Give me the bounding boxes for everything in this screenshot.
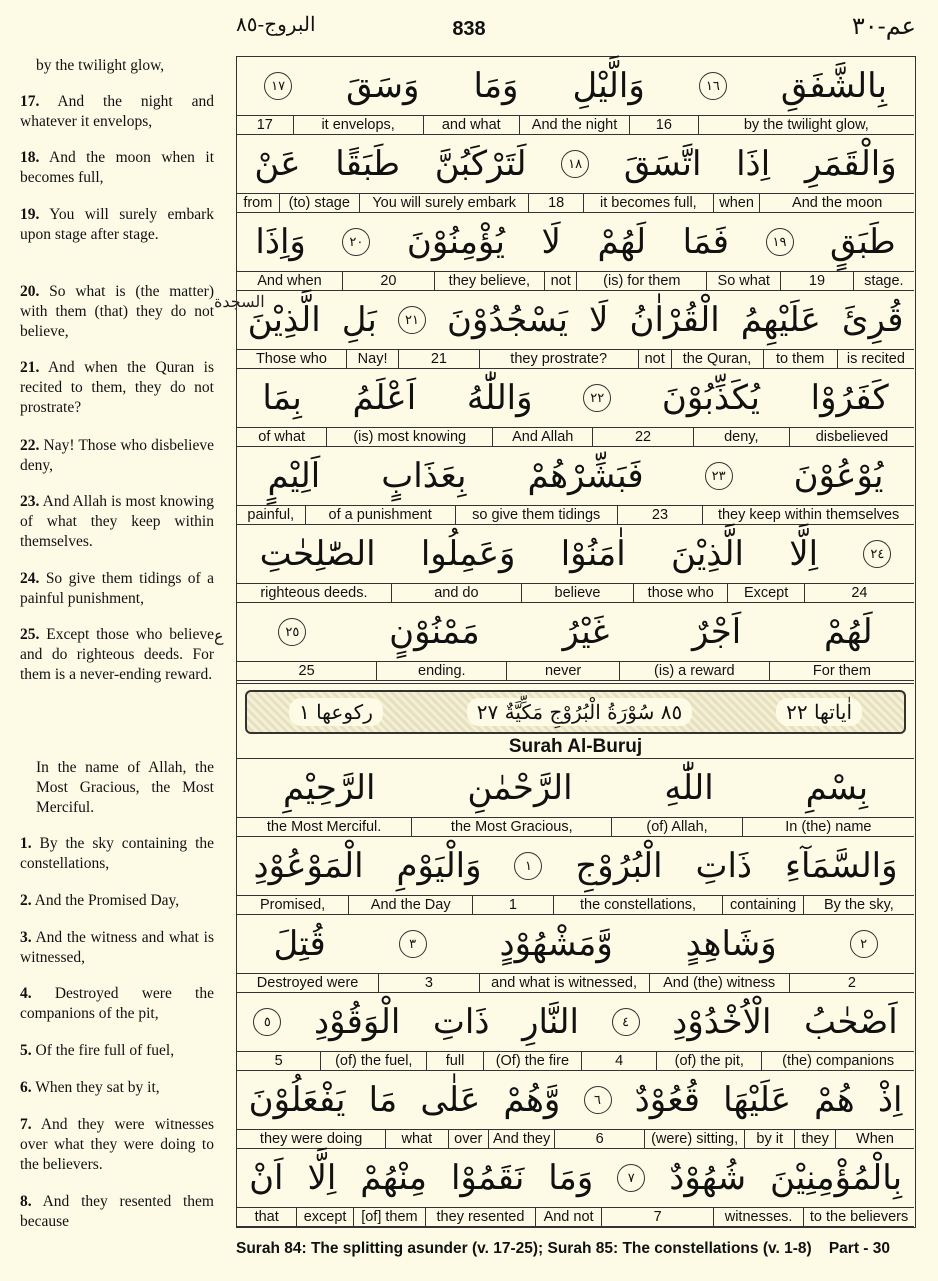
meaning-cell: and what is witnessed, [479, 974, 649, 992]
verse-marker: ٣ [399, 930, 427, 958]
meaning-row [237, 661, 914, 681]
meaning-cell: Except [727, 584, 803, 602]
arabic-word: اِذَا [736, 144, 771, 184]
banner-verse-count: اٰياتها ٢٢ [776, 698, 862, 726]
page-number: 838 [452, 18, 486, 40]
arabic-word: غَيْرُ [562, 612, 610, 652]
verse-number: 20. [20, 283, 40, 300]
translation-entry [20, 56, 214, 76]
verse-number: 24. [20, 570, 40, 587]
meaning-cell: what [385, 1130, 447, 1148]
arabic-word: يَسْجُدُوْنَ [447, 300, 568, 340]
translation-entry [20, 436, 214, 476]
arabic-word: قُعُوْدٌ [634, 1080, 701, 1120]
arabic-row [237, 603, 914, 661]
arabic-word: اِلَّا [307, 1158, 337, 1198]
verse-number: 22. [20, 437, 40, 454]
translation-text: Of the fire full of fuel, [35, 1042, 175, 1059]
margin-mark: ع [214, 626, 224, 645]
translation-text: Nay! Those who disbelieve deny, [20, 437, 214, 474]
meaning-cell: 18 [528, 194, 583, 212]
banner-ruku-count: ركوعها ١ [289, 698, 383, 726]
verse-number: 6. [20, 1079, 32, 1096]
arabic-word: الْقُرْاٰنُ [629, 300, 720, 340]
arabic-word: عَلَيْهِمُ [740, 300, 821, 340]
translation-entry [20, 625, 214, 685]
meaning-cell: 19 [780, 272, 852, 290]
meaning-cell: the constellations, [553, 896, 723, 914]
verse-number: 19. [20, 206, 40, 223]
meaning-cell: 3 [378, 974, 478, 992]
translation-text: And the Promised Day, [34, 892, 180, 909]
arabic-row [237, 369, 914, 427]
arabic-word: اَنْ [249, 1158, 284, 1198]
meaning-cell: to the believers [803, 1208, 914, 1226]
translation-text: You will surely embark upon stage after stage. [20, 206, 214, 243]
meaning-cell: 4 [581, 1052, 656, 1070]
meaning-cell: 1 [472, 896, 552, 914]
arabic-word: بِمَا [262, 378, 302, 418]
arabic-word: وَالْيَوْمِ [396, 846, 482, 886]
verse-number: 17. [20, 93, 40, 110]
arabic-row [237, 57, 914, 115]
translation-entry [20, 205, 214, 245]
arabic-word: وَعَمِلُوا [420, 534, 516, 574]
arabic-word: الرَّحْمٰنِ [467, 768, 573, 808]
translation-text: And they were witnesses over what they were doing to the believers. [20, 1116, 214, 1173]
meaning-cell: Promised, [259, 897, 326, 913]
arabic-row [237, 525, 914, 583]
translation-entry [20, 1192, 214, 1232]
meaning-cell: they keep within themselves [702, 506, 914, 524]
meaning-cell: from [243, 195, 273, 211]
meaning-row [237, 349, 914, 369]
verse-number: 2. [20, 892, 32, 909]
translation-text: And Allah is most knowing of what they keep within themselves. [20, 493, 214, 550]
meaning-cell: (to) stage [279, 194, 359, 212]
arabic-word: طَبَقٍ [830, 222, 896, 262]
arabic-word: اتَّسَقَ [623, 144, 702, 184]
arabic-word: يَفْعَلُوْنَ [248, 1080, 346, 1120]
meaning-cell: and what [423, 116, 519, 134]
arabic-word: عَنْ [254, 144, 301, 184]
meaning-row [237, 193, 914, 213]
meaning-cell: And the moon [759, 194, 914, 212]
translation-text: Except those who believe and do righteous deeds. For them is a never-ending reward. [20, 626, 214, 683]
meaning-cell: painful, [247, 507, 295, 523]
arabic-word: بِسْمِ [805, 768, 869, 808]
translation-text: So what is (the matter) with them (that) they do not believe, [20, 283, 214, 340]
page-footer [236, 1240, 916, 1258]
translation-entry [20, 1041, 214, 1061]
arabic-word: بَلِ [341, 300, 377, 340]
arabic-word: وَالْقَمَرِ [804, 144, 897, 184]
meaning-cell: For them [769, 662, 914, 680]
arabic-word: اَجْرٌ [692, 612, 742, 652]
translation-entry [20, 984, 214, 1024]
meaning-cell: they resented [425, 1208, 535, 1226]
arabic-word: يُؤْمِنُوْنَ [406, 222, 505, 262]
footer-text: Surah 84: The splitting asunder (v. 17-25); Surah 85: The constellations (v. 1-8) [236, 1240, 812, 1257]
arabic-word: عَلَيْهَا [723, 1080, 791, 1120]
arabic-word: الْاُخْدُوْدِ [672, 1002, 772, 1042]
verse-marker: ٢٠ [342, 228, 370, 256]
meaning-row [237, 817, 914, 837]
verse-marker: ١٦ [699, 72, 727, 100]
arabic-word: اِلَّا [789, 534, 819, 574]
arabic-row [237, 1149, 914, 1207]
arabic-word: الَّذِيْنَ [247, 300, 321, 340]
meaning-cell: not [544, 272, 577, 290]
meaning-cell: they [794, 1130, 835, 1148]
arabic-word: فَبَشِّرْهُمْ [527, 456, 644, 496]
translation-text: And when the Quran is recited to them, they do not prostrate? [20, 359, 214, 416]
meaning-row [237, 973, 914, 993]
meaning-cell: And they [488, 1130, 554, 1148]
meaning-cell: 23 [617, 506, 703, 524]
translation-entry [20, 928, 214, 968]
verse-number: 7. [20, 1116, 32, 1133]
translation-text: Destroyed were the companions of the pit, [20, 985, 214, 1022]
arabic-word: ذَاتِ [432, 1002, 490, 1042]
arabic-word: النَّارِ [522, 1002, 579, 1042]
arabic-word: قُرِئَ [841, 300, 904, 340]
translation-entry [20, 1078, 214, 1098]
meaning-cell: those who [633, 584, 727, 602]
meaning-cell: of a punishment [305, 506, 455, 524]
arabic-word: الْمَوْعُوْدِ [253, 846, 364, 886]
meaning-cell: 17 [256, 117, 273, 133]
arabic-word: لَا [589, 300, 609, 340]
meaning-cell: Nay! [346, 350, 398, 368]
translation-entry [20, 1115, 214, 1175]
arabic-word: نَقَمُوْا [450, 1158, 525, 1198]
meaning-cell: the Quran, [671, 350, 763, 368]
banner-surah-name: ٨٥ سُوْرَةُ الْبُرُوْجِ مَكِّيَّةٌ ٢٧ [467, 698, 692, 726]
meaning-cell: (of) the fuel, [320, 1052, 426, 1070]
meaning-cell: And Allah [492, 428, 592, 446]
meaning-cell: (is) most knowing [326, 428, 492, 446]
translation-text: So give them tidings of a painful punishment, [20, 570, 215, 607]
translation-entry [20, 758, 214, 818]
arabic-row [237, 291, 914, 349]
meaning-cell: 7 [601, 1208, 713, 1226]
meaning-cell: it envelops, [293, 116, 423, 134]
verse-number: 25. [20, 626, 40, 643]
meaning-cell: ending. [376, 662, 506, 680]
meaning-row [237, 1207, 914, 1227]
meaning-cell: 16 [629, 116, 698, 134]
verse-marker: ٧ [617, 1164, 645, 1192]
translation-entry [20, 358, 214, 418]
arabic-word: شُهُوْدٌ [669, 1158, 747, 1198]
meaning-cell: 6 [554, 1130, 644, 1148]
arabic-word: وَّمَشْهُوْدٍ [499, 924, 613, 964]
translation-text: In the name of Allah, the Most Gracious, the Most Merciful. [36, 759, 214, 816]
meaning-cell: full [426, 1052, 483, 1070]
meaning-cell: Those who [255, 351, 327, 367]
arabic-word: اِذْ [877, 1080, 903, 1120]
arabic-word: عَلٰى [420, 1080, 481, 1120]
translation-entry [20, 834, 214, 874]
translation-entry [20, 492, 214, 552]
translation-entry [20, 569, 214, 609]
arabic-word: لَا [541, 222, 561, 262]
verse-number: 5. [20, 1042, 32, 1059]
meaning-cell: over [448, 1130, 489, 1148]
arabic-word: وَالَّيْلِ [572, 66, 645, 106]
verse-marker: ٢٢ [583, 384, 611, 412]
meaning-cell: is recited [837, 350, 914, 368]
arabic-word: لَتَرْكَبُنَّ [434, 144, 527, 184]
meaning-cell: Destroyed were [256, 975, 359, 991]
arabic-word: اَلِيْمٍ [267, 456, 321, 496]
meaning-cell: by the twilight glow, [698, 116, 914, 134]
header-surah-arabic: البروج-٨٥ [236, 12, 316, 36]
verse-number: 4. [20, 985, 32, 1002]
arabic-word: هُمْ [814, 1080, 855, 1120]
meaning-cell: 22 [592, 428, 692, 446]
meaning-cell: (is) a reward [619, 662, 769, 680]
meaning-row [237, 505, 914, 525]
meaning-cell: By the sky, [803, 896, 914, 914]
verse-marker: ٦ [584, 1086, 612, 1114]
meaning-cell: to them [763, 350, 837, 368]
arabic-word: بِالشَّفَقِ [780, 66, 887, 106]
arabic-word: مِنْهُمْ [360, 1158, 428, 1198]
meaning-cell: [of] them [353, 1208, 425, 1226]
meaning-cell: And the night [519, 116, 629, 134]
verse-number: 21. [20, 359, 40, 376]
meaning-cell: they prostrate? [479, 350, 638, 368]
meaning-cell: 24 [804, 584, 914, 602]
meaning-cell: believe [521, 584, 633, 602]
arabic-row [237, 993, 914, 1051]
translation-text: And the night and whatever it envelops, [20, 93, 214, 130]
surah-title: Surah Al-Buruj [508, 736, 643, 757]
meaning-cell: (of) the pit, [656, 1052, 761, 1070]
verse-number: 3. [20, 929, 32, 946]
arabic-word: يُوْعُوْنَ [793, 456, 884, 496]
arabic-word: اٰمَنُوْا [560, 534, 626, 574]
verse-marker: ١ [514, 852, 542, 880]
verse-marker: ٢٥ [278, 618, 306, 646]
meaning-cell: that [254, 1209, 279, 1225]
footer-part: Part - 30 [828, 1240, 890, 1257]
translation-text: When they sat by it, [35, 1079, 160, 1096]
translation-text: By the sky containing the constellations, [20, 835, 214, 872]
meaning-cell: the Most Gracious, [411, 818, 611, 836]
arabic-row [237, 213, 914, 271]
arabic-word: ذَاتِ [695, 846, 753, 886]
meaning-cell: except [296, 1208, 352, 1226]
meaning-cell: it becomes full, [583, 194, 713, 212]
arabic-row [237, 837, 914, 895]
translation-entry [20, 891, 214, 911]
arabic-word: وَمَا [548, 1158, 594, 1198]
verse-number: 1. [20, 835, 32, 852]
meaning-cell: stage. [853, 272, 914, 290]
surah-banner-frame [245, 690, 906, 734]
arabic-word: وَمَا [473, 66, 519, 106]
meaning-cell: containing [722, 896, 802, 914]
meaning-cell: (the) companions [761, 1052, 914, 1070]
meaning-cell: not [638, 350, 671, 368]
arabic-word: الرَّحِيْمِ [283, 768, 376, 808]
translation-text: And they resented them because [20, 1193, 214, 1230]
meaning-cell: 20 [342, 272, 434, 290]
translation-text: And the witness and what is witnessed, [20, 929, 214, 966]
translation-text: by the twilight glow, [36, 57, 165, 74]
arabic-row [237, 135, 914, 193]
verse-number: 23. [20, 493, 40, 510]
meaning-cell: witnesses. [713, 1208, 803, 1226]
arabic-word: مَمْنُوْنٍ [389, 612, 480, 652]
meaning-cell: (is) for them [576, 272, 706, 290]
arabic-word: يُكَذِّبُوْنَ [661, 378, 760, 418]
meaning-row [237, 271, 914, 291]
arabic-row [237, 447, 914, 505]
meaning-cell: So what [706, 272, 780, 290]
arabic-word: الَّذِيْنَ [670, 534, 744, 574]
arabic-word: لَهُمْ [823, 612, 873, 652]
meaning-cell: (were) sitting, [644, 1130, 744, 1148]
meaning-cell: 2 [789, 974, 914, 992]
arabic-word: كَفَرُوْا [810, 378, 889, 418]
arabic-word: مَا [368, 1080, 398, 1120]
margin-mark: السجدة [214, 292, 265, 311]
arabic-word: بِعَذَابٍ [381, 456, 467, 496]
meaning-cell: And (the) witness [649, 974, 789, 992]
verse-marker: ٥ [253, 1008, 281, 1036]
meaning-cell: they were doing [259, 1131, 363, 1147]
arabic-word: طَبَقًا [335, 144, 401, 184]
arabic-row [237, 1071, 914, 1129]
translation-text: And the moon when it becomes full, [20, 149, 214, 186]
meaning-cell: and do [391, 584, 521, 602]
translation-entry [20, 148, 214, 188]
arabic-word: الْوَقُوْدِ [313, 1002, 401, 1042]
meaning-row [237, 1051, 914, 1071]
arabic-word: وَاللّٰهُ [466, 378, 533, 418]
arabic-word: بِالْمُؤْمِنِيْنَ [770, 1158, 903, 1198]
meaning-cell: so give them tidings [455, 506, 617, 524]
meaning-row [237, 1129, 914, 1149]
meaning-cell: deny, [693, 428, 789, 446]
meaning-cell: In (the) name [742, 818, 914, 836]
meaning-cell: they believe, [434, 272, 544, 290]
surah-banner [237, 683, 914, 759]
meaning-cell: You will surely embark [359, 194, 529, 212]
meaning-cell: And the Day [348, 896, 472, 914]
verse-marker: ٢ [850, 930, 878, 958]
verse-marker: ١٧ [264, 72, 292, 100]
arabic-word: اَصْحٰبُ [804, 1002, 898, 1042]
arabic-word: اللّٰهِ [664, 768, 714, 808]
verse-number: 18. [20, 149, 40, 166]
arabic-row [237, 915, 914, 973]
arabic-row [237, 759, 914, 817]
meaning-cell: by it [744, 1130, 794, 1148]
arabic-word: فَمَا [682, 222, 729, 262]
meaning-row [237, 583, 914, 603]
arabic-word: وَسَقَ [346, 66, 420, 106]
header-juz-arabic: عم-٣٠ [851, 12, 916, 40]
verse-marker: ٤ [612, 1008, 640, 1036]
arabic-word: اَعْلَمُ [352, 378, 417, 418]
verse-marker: ٢١ [398, 306, 426, 334]
verse-marker: ٢٤ [863, 540, 891, 568]
meaning-cell: of what [258, 429, 306, 445]
meaning-row [237, 427, 914, 447]
translation-entry [20, 92, 214, 132]
verse-marker: ١٨ [561, 150, 589, 178]
arabic-word: لَهُمْ [597, 222, 647, 262]
meaning-cell: when [713, 194, 760, 212]
arabic-word: وَّهُمْ [503, 1080, 561, 1120]
meaning-cell: never [506, 662, 618, 680]
arabic-word: وَالسَّمَآءِ [784, 846, 898, 886]
verse-marker: ١٩ [766, 228, 794, 256]
meaning-cell: disbelieved [789, 428, 914, 446]
meaning-cell: (Of) the fire [483, 1052, 581, 1070]
arabic-word: وَاِذَا [255, 222, 306, 262]
verse-number: 8. [20, 1193, 32, 1210]
meaning-cell: righteous deeds. [260, 585, 368, 601]
meaning-cell: And when [257, 273, 322, 289]
verse-marker: ٢٣ [705, 462, 733, 490]
meaning-cell: When [835, 1130, 914, 1148]
arabic-word: الصّٰلِحٰتِ [259, 534, 376, 574]
meaning-cell: (of) Allah, [611, 818, 741, 836]
word-by-word-grid [236, 56, 916, 1228]
arabic-word: الْبُرُوْجِ [575, 846, 663, 886]
meaning-cell: 21 [398, 350, 478, 368]
meaning-cell: And not [535, 1208, 601, 1226]
meaning-cell: 5 [274, 1053, 283, 1069]
meaning-row [237, 115, 914, 135]
translation-entry [20, 282, 214, 342]
meaning-cell: the Most Merciful. [266, 819, 382, 835]
meaning-row [237, 895, 914, 915]
arabic-word: وَشَاهِدٍ [685, 924, 777, 964]
meaning-cell: 25 [298, 663, 315, 679]
arabic-word: قُتِلَ [273, 924, 326, 964]
